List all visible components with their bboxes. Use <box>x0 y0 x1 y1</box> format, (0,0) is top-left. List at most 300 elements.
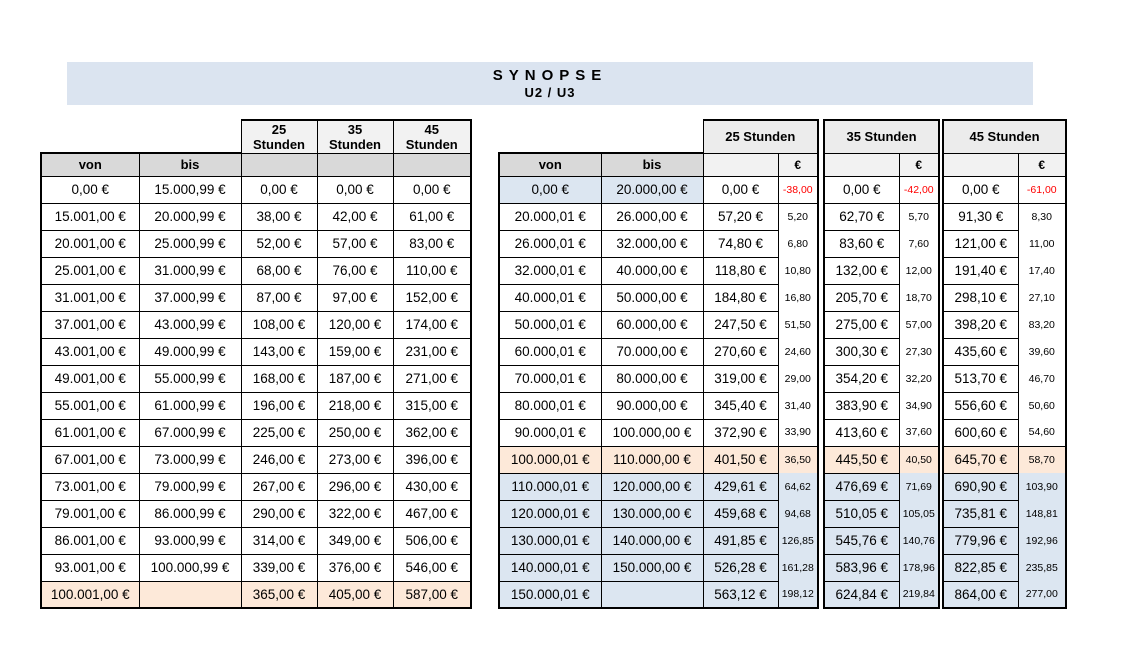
cell-v25: 491,85 € <box>703 527 778 554</box>
cell-bis: 40.000,00 € <box>601 257 703 284</box>
cell-bis: 31.000,99 € <box>139 257 241 284</box>
cell-h45: 152,00 € <box>393 284 471 311</box>
cell-von: 55.001,00 € <box>41 392 139 419</box>
cell-v25: 429,61 € <box>703 473 778 500</box>
cell-d45: 148,81 <box>1018 500 1066 527</box>
left-fee-table <box>40 119 472 609</box>
cell-bis: 120.000,00 € <box>601 473 703 500</box>
table-row <box>943 338 1066 365</box>
cell-bis: 150.000,00 € <box>601 554 703 581</box>
cell-von: 70.000,01 € <box>499 365 601 392</box>
cell-v35: 62,70 € <box>824 203 899 230</box>
cell-h25: 246,00 € <box>241 446 317 473</box>
table-row <box>943 284 1066 311</box>
cell-v35: 510,05 € <box>824 500 899 527</box>
cell-v35: 445,50 € <box>824 446 899 473</box>
table-row <box>824 311 939 338</box>
table-row <box>824 257 939 284</box>
cell-h45: 430,00 € <box>393 473 471 500</box>
table-row <box>824 581 939 608</box>
cell-h35: 322,00 € <box>317 500 393 527</box>
cell-h25: 143,00 € <box>241 338 317 365</box>
hours-header-row <box>499 120 818 153</box>
table-row <box>499 473 818 500</box>
cell-v45: 513,70 € <box>943 365 1018 392</box>
cell-von: 90.000,01 € <box>499 419 601 446</box>
cell-d35: 12,00 <box>899 257 939 284</box>
table-row <box>499 554 818 581</box>
table-row <box>824 446 939 473</box>
cell-h25: 225,00 € <box>241 419 317 446</box>
cell-bis: 90.000,00 € <box>601 392 703 419</box>
cell-bis: 79.000,99 € <box>139 473 241 500</box>
cell-von: 130.000,01 € <box>499 527 601 554</box>
empty-header-cell <box>393 153 471 176</box>
cell-bis: 37.000,99 € <box>139 284 241 311</box>
cell-v35: 583,96 € <box>824 554 899 581</box>
cell-v25: 247,50 € <box>703 311 778 338</box>
table-row <box>41 473 471 500</box>
document-subtitle: U2 / U3 <box>524 84 576 100</box>
cell-h45: 315,00 € <box>393 392 471 419</box>
corner-spacer <box>41 120 241 153</box>
col-header-45-stunden: 45 Stunden <box>393 120 471 153</box>
col-header-euro-diff: € <box>1018 153 1066 176</box>
cell-bis: 15.000,99 € <box>139 176 241 203</box>
cell-h35: 250,00 € <box>317 419 393 446</box>
cell-v25: 372,90 € <box>703 419 778 446</box>
cell-von: 61.001,00 € <box>41 419 139 446</box>
cell-bis: 86.000,99 € <box>139 500 241 527</box>
cell-von: 80.000,01 € <box>499 392 601 419</box>
table-row <box>41 365 471 392</box>
cell-v45: 121,00 € <box>943 230 1018 257</box>
cell-von: 150.000,01 € <box>499 581 601 608</box>
cell-bis: 110.000,00 € <box>601 446 703 473</box>
table-row <box>824 230 939 257</box>
table-row <box>499 527 818 554</box>
cell-v35: 132,00 € <box>824 257 899 284</box>
cell-von: 110.000,01 € <box>499 473 601 500</box>
cell-d35: 5,70 <box>899 203 939 230</box>
cell-von: 25.001,00 € <box>41 257 139 284</box>
cell-von: 43.001,00 € <box>41 338 139 365</box>
cell-h25: 38,00 € <box>241 203 317 230</box>
table-row <box>943 203 1066 230</box>
table-row <box>943 257 1066 284</box>
cell-d45: 8,30 <box>1018 203 1066 230</box>
cell-h45: 396,00 € <box>393 446 471 473</box>
col-header-euro-diff: € <box>778 153 818 176</box>
cell-von: 93.001,00 € <box>41 554 139 581</box>
cell-von: 0,00 € <box>41 176 139 203</box>
cell-v35: 0,00 € <box>824 176 899 203</box>
cell-d35: 71,69 <box>899 473 939 500</box>
cell-d25: 5,20 <box>778 203 818 230</box>
cell-v35: 300,30 € <box>824 338 899 365</box>
cell-bis: 43.000,99 € <box>139 311 241 338</box>
cell-d25: 94,68 <box>778 500 818 527</box>
cell-d35: 105,05 <box>899 500 939 527</box>
cell-von: 15.001,00 € <box>41 203 139 230</box>
cell-von: 0,00 € <box>499 176 601 203</box>
table-row <box>943 419 1066 446</box>
cell-h35: 405,00 € <box>317 581 393 608</box>
table-row <box>41 176 471 203</box>
table-row <box>943 527 1066 554</box>
cell-h45: 174,00 € <box>393 311 471 338</box>
cell-bis: 140.000,00 € <box>601 527 703 554</box>
table-row <box>499 419 818 446</box>
cell-bis: 60.000,00 € <box>601 311 703 338</box>
cell-h45: 110,00 € <box>393 257 471 284</box>
cell-v45: 556,60 € <box>943 392 1018 419</box>
cell-d45: -61,00 <box>1018 176 1066 203</box>
cell-d25: 16,80 <box>778 284 818 311</box>
corner-spacer <box>499 120 703 153</box>
table-row <box>824 176 939 203</box>
cell-v45: 735,81 € <box>943 500 1018 527</box>
cell-bis: 100.000,00 € <box>601 419 703 446</box>
table-row <box>824 473 939 500</box>
range-header-row <box>824 153 939 176</box>
table-row <box>41 419 471 446</box>
cell-v25: 319,00 € <box>703 365 778 392</box>
cell-von: 140.000,01 € <box>499 554 601 581</box>
range-header-row <box>41 153 471 176</box>
cell-v25: 57,20 € <box>703 203 778 230</box>
cell-bis: 61.000,99 € <box>139 392 241 419</box>
cell-h25: 87,00 € <box>241 284 317 311</box>
cell-h25: 314,00 € <box>241 527 317 554</box>
cell-v25: 118,80 € <box>703 257 778 284</box>
cell-v45: 0,00 € <box>943 176 1018 203</box>
cell-h25: 365,00 € <box>241 581 317 608</box>
table-row <box>943 554 1066 581</box>
cell-h45: 506,00 € <box>393 527 471 554</box>
cell-v35: 275,00 € <box>824 311 899 338</box>
cell-v35: 354,20 € <box>824 365 899 392</box>
cell-d45: 235,85 <box>1018 554 1066 581</box>
col-header-35-stunden: 35 Stunden <box>824 120 939 153</box>
cell-h25: 108,00 € <box>241 311 317 338</box>
cell-v25: 0,00 € <box>703 176 778 203</box>
empty-header-cell <box>317 153 393 176</box>
table-row <box>41 527 471 554</box>
hours-header-row <box>943 120 1066 153</box>
cell-h35: 349,00 € <box>317 527 393 554</box>
table-row <box>499 203 818 230</box>
cell-h25: 68,00 € <box>241 257 317 284</box>
cell-v25: 184,80 € <box>703 284 778 311</box>
cell-von: 67.001,00 € <box>41 446 139 473</box>
cell-v25: 526,28 € <box>703 554 778 581</box>
table-row <box>824 500 939 527</box>
cell-d45: 54,60 <box>1018 419 1066 446</box>
cell-h45: 362,00 € <box>393 419 471 446</box>
cell-von: 100.000,01 € <box>499 446 601 473</box>
empty-header-cell <box>943 153 1018 176</box>
cell-v45: 91,30 € <box>943 203 1018 230</box>
cell-d35: 57,00 <box>899 311 939 338</box>
cell-h35: 76,00 € <box>317 257 393 284</box>
col-header-von: von <box>41 153 139 176</box>
cell-von: 50.000,01 € <box>499 311 601 338</box>
cell-d25: -38,00 <box>778 176 818 203</box>
col-header-euro-diff: € <box>899 153 939 176</box>
cell-d45: 58,70 <box>1018 446 1066 473</box>
cell-bis: 26.000,00 € <box>601 203 703 230</box>
table-row <box>824 554 939 581</box>
title-bar <box>67 62 1033 105</box>
cell-bis: 32.000,00 € <box>601 230 703 257</box>
cell-von: 73.001,00 € <box>41 473 139 500</box>
table-row <box>499 176 818 203</box>
cell-d45: 39,60 <box>1018 338 1066 365</box>
cell-d25: 51,50 <box>778 311 818 338</box>
cell-v25: 270,60 € <box>703 338 778 365</box>
cell-h25: 196,00 € <box>241 392 317 419</box>
col-header-45-stunden: 45 Stunden <box>943 120 1066 153</box>
col-header-bis: bis <box>601 153 703 176</box>
cell-h35: 273,00 € <box>317 446 393 473</box>
col-header-von: von <box>499 153 601 176</box>
table-row <box>41 203 471 230</box>
cell-h45: 271,00 € <box>393 365 471 392</box>
cell-v35: 413,60 € <box>824 419 899 446</box>
table-row <box>499 257 818 284</box>
empty-header-cell <box>703 153 778 176</box>
cell-d45: 50,60 <box>1018 392 1066 419</box>
cell-d25: 36,50 <box>778 446 818 473</box>
empty-header-cell <box>824 153 899 176</box>
cell-von: 37.001,00 € <box>41 311 139 338</box>
cell-d35: 7,60 <box>899 230 939 257</box>
cell-h35: 57,00 € <box>317 230 393 257</box>
right-fee-table-45h <box>942 119 1067 609</box>
table-row <box>41 392 471 419</box>
cell-h35: 0,00 € <box>317 176 393 203</box>
table-row <box>943 446 1066 473</box>
table-row <box>824 527 939 554</box>
cell-von: 31.001,00 € <box>41 284 139 311</box>
cell-bis: 70.000,00 € <box>601 338 703 365</box>
cell-h35: 120,00 € <box>317 311 393 338</box>
cell-d35: 37,60 <box>899 419 939 446</box>
cell-h25: 0,00 € <box>241 176 317 203</box>
cell-h35: 159,00 € <box>317 338 393 365</box>
cell-bis: 55.000,99 € <box>139 365 241 392</box>
col-header-bis: bis <box>139 153 241 176</box>
cell-d45: 11,00 <box>1018 230 1066 257</box>
cell-von: 100.001,00 € <box>41 581 139 608</box>
cell-d35: 140,76 <box>899 527 939 554</box>
cell-d25: 10,80 <box>778 257 818 284</box>
cell-bis: 20.000,99 € <box>139 203 241 230</box>
cell-v35: 624,84 € <box>824 581 899 608</box>
cell-v25: 345,40 € <box>703 392 778 419</box>
cell-v35: 476,69 € <box>824 473 899 500</box>
cell-d45: 27,10 <box>1018 284 1066 311</box>
cell-h45: 546,00 € <box>393 554 471 581</box>
col-header-25-stunden: 25 Stunden <box>703 120 818 153</box>
cell-d35: -42,00 <box>899 176 939 203</box>
cell-h45: 231,00 € <box>393 338 471 365</box>
cell-d45: 192,96 <box>1018 527 1066 554</box>
range-header-row <box>943 153 1066 176</box>
cell-bis: 130.000,00 € <box>601 500 703 527</box>
table-row <box>41 554 471 581</box>
cell-v45: 822,85 € <box>943 554 1018 581</box>
table-row <box>943 311 1066 338</box>
col-header-25-stunden: 25 Stunden <box>241 120 317 153</box>
table-row <box>499 446 818 473</box>
table-row <box>499 500 818 527</box>
cell-d25: 6,80 <box>778 230 818 257</box>
cell-bis: 93.000,99 € <box>139 527 241 554</box>
cell-d45: 83,20 <box>1018 311 1066 338</box>
cell-bis: 20.000,00 € <box>601 176 703 203</box>
range-header-row <box>499 153 818 176</box>
table-row <box>943 392 1066 419</box>
cell-bis: 80.000,00 € <box>601 365 703 392</box>
cell-d35: 32,20 <box>899 365 939 392</box>
cell-d35: 219,84 <box>899 581 939 608</box>
cell-bis: 67.000,99 € <box>139 419 241 446</box>
cell-bis: 50.000,00 € <box>601 284 703 311</box>
cell-d45: 17,40 <box>1018 257 1066 284</box>
cell-d25: 31,40 <box>778 392 818 419</box>
cell-d45: 46,70 <box>1018 365 1066 392</box>
table-row <box>41 257 471 284</box>
cell-v35: 83,60 € <box>824 230 899 257</box>
cell-d25: 33,90 <box>778 419 818 446</box>
table-row <box>41 446 471 473</box>
table-row <box>943 176 1066 203</box>
cell-von: 26.000,01 € <box>499 230 601 257</box>
cell-v25: 563,12 € <box>703 581 778 608</box>
cell-d25: 64,62 <box>778 473 818 500</box>
table-row <box>499 365 818 392</box>
document-title: SYNOPSE <box>492 66 608 84</box>
table-row <box>41 581 471 608</box>
table-row <box>41 230 471 257</box>
cell-v25: 459,68 € <box>703 500 778 527</box>
cell-h35: 296,00 € <box>317 473 393 500</box>
cell-d35: 178,96 <box>899 554 939 581</box>
cell-d35: 34,90 <box>899 392 939 419</box>
cell-von: 20.001,00 € <box>41 230 139 257</box>
table-row <box>499 230 818 257</box>
table-row <box>943 500 1066 527</box>
cell-d35: 40,50 <box>899 446 939 473</box>
table-row <box>499 284 818 311</box>
table-row <box>41 338 471 365</box>
right-fee-table-25h <box>498 119 819 609</box>
cell-v45: 645,70 € <box>943 446 1018 473</box>
empty-header-cell <box>241 153 317 176</box>
cell-v45: 191,40 € <box>943 257 1018 284</box>
cell-bis: 100.000,99 € <box>139 554 241 581</box>
table-row <box>499 311 818 338</box>
cell-v45: 298,10 € <box>943 284 1018 311</box>
cell-h45: 83,00 € <box>393 230 471 257</box>
cell-v45: 600,60 € <box>943 419 1018 446</box>
cell-h35: 187,00 € <box>317 365 393 392</box>
cell-d45: 103,90 <box>1018 473 1066 500</box>
cell-h45: 587,00 € <box>393 581 471 608</box>
hours-header-row <box>41 120 471 153</box>
cell-h25: 290,00 € <box>241 500 317 527</box>
table-row <box>943 581 1066 608</box>
cell-v45: 435,60 € <box>943 338 1018 365</box>
cell-d35: 18,70 <box>899 284 939 311</box>
cell-bis: 49.000,99 € <box>139 338 241 365</box>
cell-h45: 467,00 € <box>393 500 471 527</box>
cell-v45: 690,90 € <box>943 473 1018 500</box>
table-row <box>824 338 939 365</box>
cell-h25: 52,00 € <box>241 230 317 257</box>
cell-h45: 0,00 € <box>393 176 471 203</box>
table-row <box>943 365 1066 392</box>
cell-h35: 97,00 € <box>317 284 393 311</box>
cell-d25: 29,00 <box>778 365 818 392</box>
cell-von: 20.000,01 € <box>499 203 601 230</box>
table-row <box>943 473 1066 500</box>
table-row <box>943 230 1066 257</box>
cell-d25: 126,85 <box>778 527 818 554</box>
cell-v35: 545,76 € <box>824 527 899 554</box>
cell-h25: 267,00 € <box>241 473 317 500</box>
table-row <box>41 284 471 311</box>
cell-von: 79.001,00 € <box>41 500 139 527</box>
cell-d35: 27,30 <box>899 338 939 365</box>
cell-v45: 779,96 € <box>943 527 1018 554</box>
cell-h35: 42,00 € <box>317 203 393 230</box>
table-row <box>824 365 939 392</box>
table-row <box>499 581 818 608</box>
table-row <box>41 311 471 338</box>
cell-v35: 205,70 € <box>824 284 899 311</box>
cell-bis <box>139 581 241 608</box>
cell-d45: 277,00 <box>1018 581 1066 608</box>
cell-d25: 24,60 <box>778 338 818 365</box>
cell-h25: 339,00 € <box>241 554 317 581</box>
cell-v45: 398,20 € <box>943 311 1018 338</box>
cell-bis <box>601 581 703 608</box>
table-row <box>824 203 939 230</box>
cell-bis: 25.000,99 € <box>139 230 241 257</box>
col-header-35-stunden: 35 Stunden <box>317 120 393 153</box>
cell-von: 120.000,01 € <box>499 500 601 527</box>
cell-von: 32.000,01 € <box>499 257 601 284</box>
cell-v45: 864,00 € <box>943 581 1018 608</box>
cell-von: 86.001,00 € <box>41 527 139 554</box>
cell-h35: 218,00 € <box>317 392 393 419</box>
cell-von: 60.000,01 € <box>499 338 601 365</box>
cell-bis: 73.000,99 € <box>139 446 241 473</box>
table-row <box>824 419 939 446</box>
right-fee-table-35h <box>823 119 940 609</box>
cell-v35: 383,90 € <box>824 392 899 419</box>
cell-v25: 401,50 € <box>703 446 778 473</box>
cell-d25: 198,12 <box>778 581 818 608</box>
hours-header-row <box>824 120 939 153</box>
table-row <box>824 392 939 419</box>
table-row <box>499 338 818 365</box>
cell-h25: 168,00 € <box>241 365 317 392</box>
cell-h45: 61,00 € <box>393 203 471 230</box>
